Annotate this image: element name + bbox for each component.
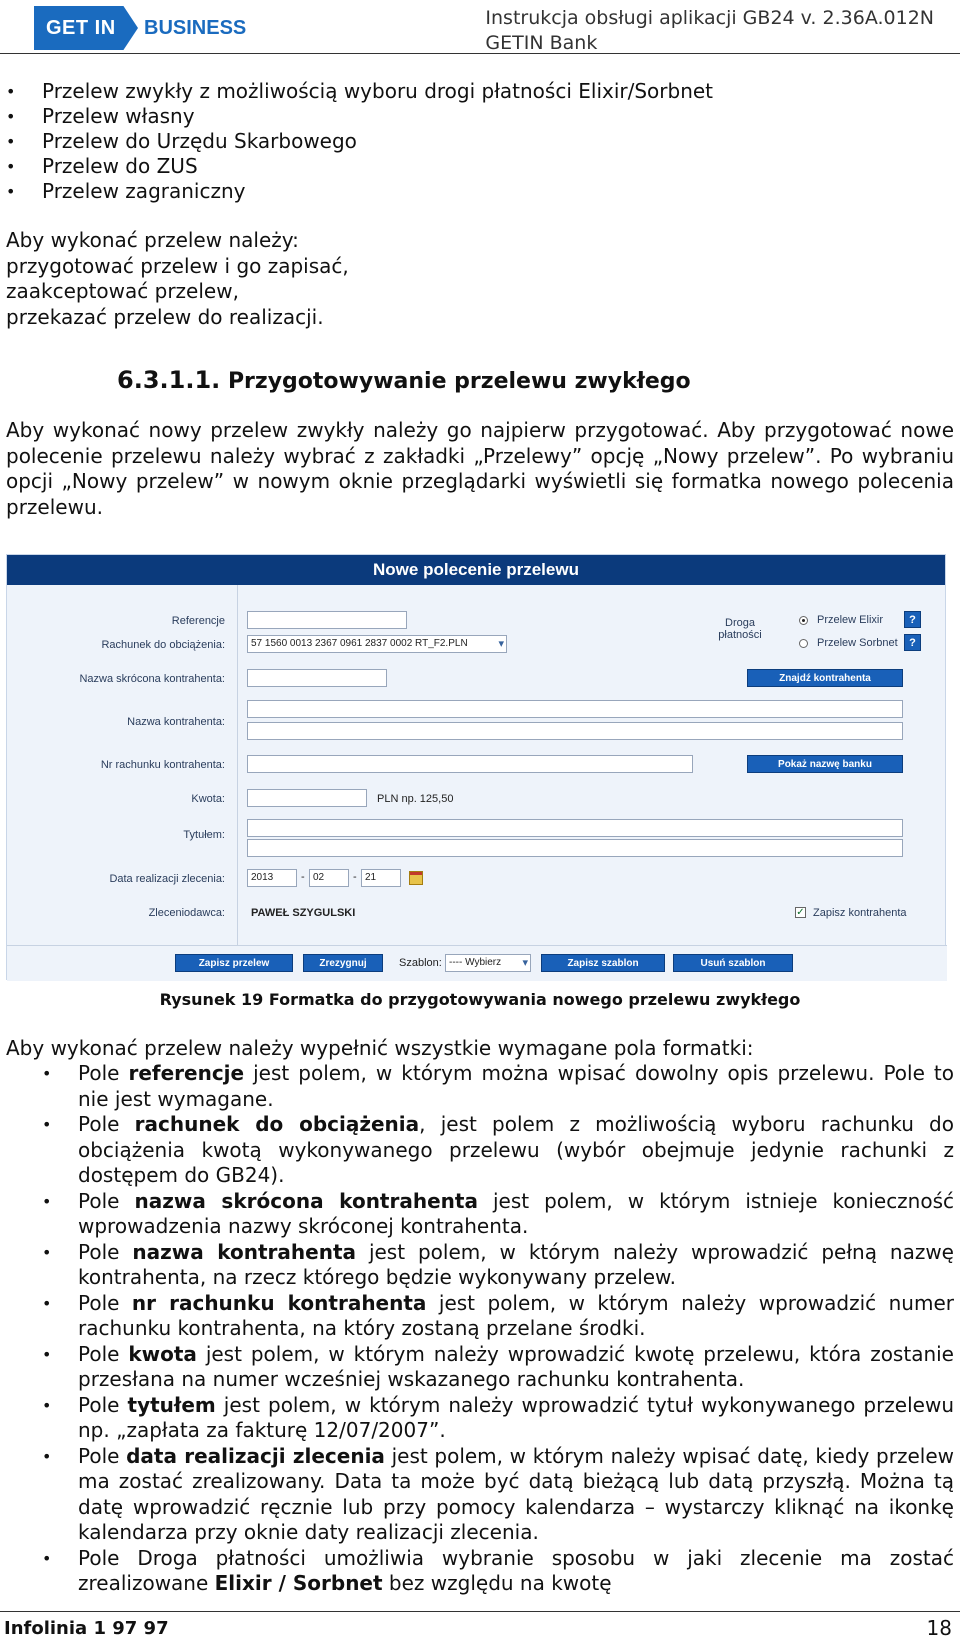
radio-elixir-label: Przelew Elixir	[817, 614, 884, 626]
logo-get-in: GET IN	[46, 17, 116, 39]
help-elixir-icon[interactable]: ?	[904, 611, 921, 628]
date-day-input[interactable]: 21	[361, 869, 401, 887]
getin-business-logo	[34, 6, 247, 50]
page-footer	[0, 1611, 960, 1644]
list-item: • Przelew do Urzędu Skarbowego	[6, 129, 713, 154]
cancel-button[interactable]: Zrezygnuj	[303, 954, 383, 972]
label-nazwa: Nazwa kontrahenta:	[127, 716, 225, 728]
step-1: przygotować przelew i go zapisać,	[6, 253, 349, 278]
date-month-input[interactable]: 02	[309, 869, 349, 887]
list-item: • Pole tytułem jest polem, w którym należy wprowadzić tytuł wykonywanego przelewu np. „zapłata za fakturę 12/07/2007”.	[6, 1393, 954, 1444]
list-item: • Pole rachunek do obciążenia, jest polem z możliwością wyboru rachunku do obciążenia kwotą wykonywanego przelewu (wybór obejmuje jedynie rachunki z dostępem do GB24).	[6, 1112, 954, 1189]
label-rachunek: Rachunek do obciążenia:	[101, 639, 225, 651]
amount-input[interactable]	[247, 789, 367, 807]
fields-intro: Aby wykonać przelew należy wypełnić wszystkie wymagane pola formatki:	[6, 1036, 754, 1060]
label-droga-platnosci	[715, 617, 765, 641]
template-select-value: ---- Wybierz	[449, 957, 502, 968]
list-item: • Pole Droga płatności umożliwia wybranie sposobu w jaki zlecenie ma zostać zrealizowane Elixir / Sorbnet bez względu na kwotę	[6, 1546, 954, 1597]
label-platnosci: płatności	[718, 629, 762, 641]
label-zleceniodawca: Zleceniodawca:	[148, 907, 225, 919]
steps-intro: Aby wykonać przelew należy:	[6, 228, 299, 252]
list-item: • Pole nazwa kontrahenta jest polem, w którym należy wprowadzić pełną nazwę kontrahenta, na rzecz którego będzie wykonywany przelew.	[6, 1240, 954, 1291]
radio-sorbnet[interactable]	[799, 639, 808, 648]
figure-caption: Rysunek 19 Formatka do przygotowywania nowego przelewu zwykłego	[159, 990, 801, 1009]
list-item: • Przelew do ZUS	[6, 154, 713, 179]
doc-title: Instrukcja obsługi aplikacji GB24 v. 2.36A.012N	[485, 7, 934, 29]
field-descriptions-list	[6, 1061, 954, 1597]
steps-block	[6, 228, 954, 330]
title-line1[interactable]	[247, 819, 903, 837]
section-number: 6.3.1.1.	[117, 366, 221, 394]
list-item: • Pole referencje jest polem, w którym można wpisać dowolny opis przelewu. Pole to nie jest wymagane.	[6, 1061, 954, 1112]
step-2: zaakceptować przelew,	[6, 279, 239, 303]
section-heading	[117, 366, 691, 394]
save-contractor-label: Zapisz kontrahenta	[813, 907, 907, 919]
label-referencje: Referencje	[171, 615, 225, 627]
date-separator: -	[353, 871, 357, 883]
list-item: • Pole kwota jest polem, w którym należy wprowadzić kwotę przelewu, która zostanie przesłana na numer wcześniej wskazanego rachunku kontrahenta.	[6, 1342, 954, 1393]
list-item: • Pole nr rachunku kontrahenta jest polem, w którym należy wprowadzić numer rachunku kontrahenta, na który zostaną przelane środki.	[6, 1291, 954, 1342]
principal-name: PAWEŁ SZYGULSKI	[251, 907, 356, 919]
find-contractor-button[interactable]: Znajdź kontrahenta	[747, 669, 903, 687]
save-template-button[interactable]: Zapisz szablon	[541, 954, 665, 972]
title-line2[interactable]	[247, 839, 903, 857]
bank-name: GETIN Bank	[485, 32, 598, 54]
form-action-bar	[7, 945, 947, 981]
template-select[interactable]	[445, 954, 531, 972]
header-doc-info	[485, 6, 934, 56]
delete-template-button[interactable]: Usuń szablon	[673, 954, 793, 972]
hotline-number: Infolinia 1 97 97	[4, 1618, 169, 1639]
date-separator: -	[301, 871, 305, 883]
list-item: • Przelew własny	[6, 104, 713, 129]
date-year-input[interactable]: 2013	[247, 869, 297, 887]
referencje-input[interactable]	[247, 611, 407, 629]
label-nr-rachunku: Nr rachunku kontrahenta:	[100, 759, 225, 771]
save-contractor-checkbox[interactable]: ✓	[796, 907, 805, 918]
contractor-account-input[interactable]	[247, 755, 693, 773]
label-tytulem: Tytułem:	[183, 829, 225, 841]
form-title: Nowe polecenie przelewu	[7, 555, 945, 585]
radio-sorbnet-label: Przelew Sorbnet	[817, 637, 898, 649]
page-number: 18	[926, 1616, 952, 1640]
contractor-name-line1[interactable]	[247, 700, 903, 718]
intro-paragraph: Aby wykonać nowy przelew zwykły należy go najpierw przygotować. Aby przygotować nowe polecenie przelewu należy wybrać z zakładki „Przelewy” opcję „Nowy przelew”. Po wybraniu opcji „Nowy przelew” w nowym oknie przeglądarki wyświetli się formatka nowego polecenia przelewu.	[6, 418, 954, 519]
contractor-name-line2[interactable]	[247, 722, 903, 740]
calendar-icon[interactable]	[409, 871, 423, 885]
show-bank-name-button[interactable]: Pokaż nazwę banku	[747, 755, 903, 773]
list-item: • Pole nazwa skrócona kontrahenta jest polem, w którym istnieje konieczność wprowadzenia nazwy skróconej kontrahenta.	[6, 1189, 954, 1240]
new-transfer-form-screenshot	[6, 554, 946, 980]
account-select[interactable]	[247, 635, 507, 653]
short-name-input[interactable]	[247, 669, 387, 687]
list-item: • Przelew zagraniczny	[6, 179, 713, 204]
step-3: przekazać przelew do realizacji.	[6, 304, 324, 329]
label-droga: Droga	[725, 617, 755, 629]
logo-business: BUSINESS	[144, 17, 247, 39]
save-transfer-button[interactable]: Zapisz przelew	[175, 954, 293, 972]
template-label: Szablon:	[399, 957, 442, 969]
radio-elixir[interactable]	[799, 616, 808, 625]
currency-hint: PLN np. 125,50	[377, 793, 454, 805]
label-nazwa-skrocona: Nazwa skrócona kontrahenta:	[79, 673, 225, 685]
list-item: • Pole data realizacji zlecenia jest polem, w którym należy wpisać datę, kiedy przelew ma zostać zrealizowany. Data ta może być datą bieżącą lub datą przyszłą. Można tą datę wprowadzić ręcznie lub przy pomocy kalendarza – wystarczy kliknąć na ikonkę kalendarza przy oknie daty realizacji zlecenia.	[6, 1444, 954, 1546]
page-header	[0, 0, 960, 54]
help-sorbnet-icon[interactable]: ?	[904, 634, 921, 651]
section-title: Przygotowywanie przelewu zwykłego	[227, 369, 691, 394]
label-data: Data realizacji zlecenia:	[109, 873, 225, 885]
transfer-types-list	[6, 79, 713, 204]
list-item: • Przelew zwykły z możliwością wyboru drogi płatności Elixir/Sorbnet	[6, 79, 713, 104]
account-select-value: 57 1560 0013 2367 0961 2837 0002 RT_F2.PLN	[251, 638, 468, 649]
label-kwota: Kwota:	[191, 793, 225, 805]
label-column-divider	[237, 585, 238, 950]
